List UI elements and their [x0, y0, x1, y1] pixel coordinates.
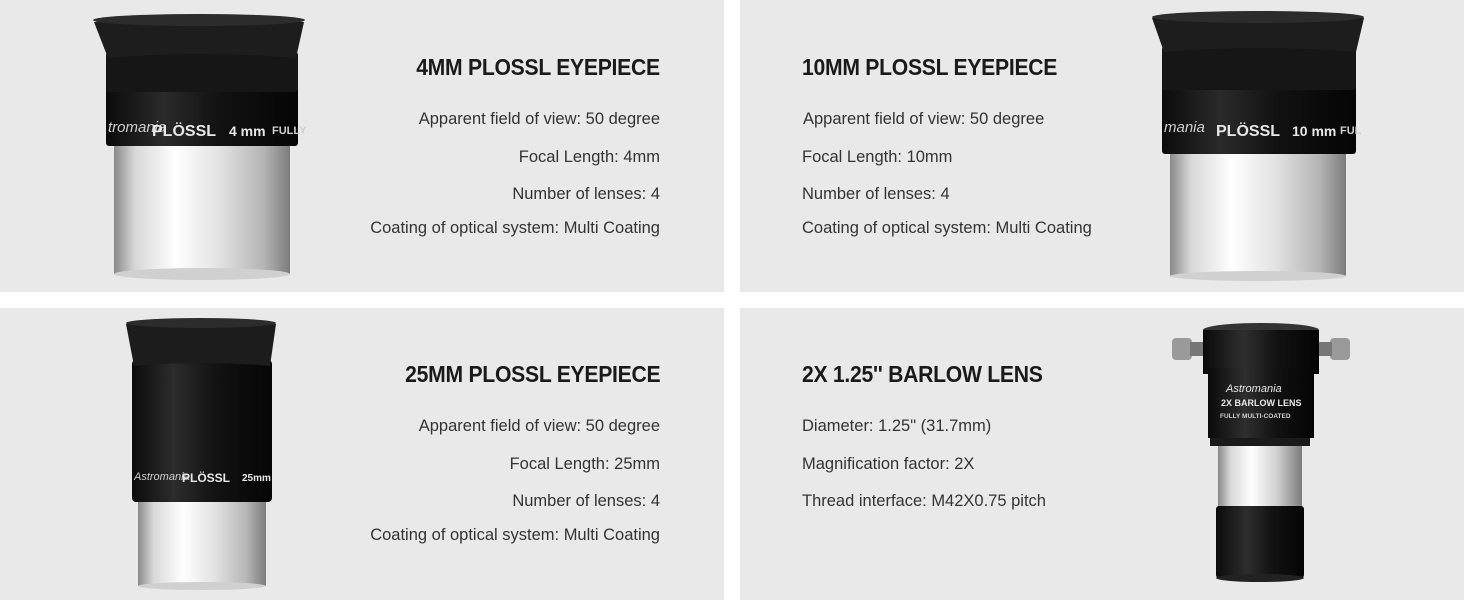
lens-model-label: PLÖSSL [1216, 123, 1281, 140]
spec-field-of-view: Apparent field of view: 50 degree [418, 110, 660, 128]
product-title: 10MM PLOSSL EYEPIECE [802, 54, 1058, 80]
lens-brand-label: tromania [108, 119, 167, 136]
product-title: 25MM PLOSSL EYEPIECE [404, 361, 660, 387]
eyepiece-10mm-image [1150, 0, 1370, 292]
barlow-coating-label: FULLY MULTI-COATED [1220, 413, 1291, 420]
spec-lens-count: Number of lenses: 4 [802, 185, 950, 203]
barlow-brand-label: Astromania [1226, 383, 1282, 395]
spec-coating: Coating of optical system: Multi Coating [370, 219, 660, 237]
product-panel-10mm [740, 0, 1464, 292]
product-panel-25mm [0, 308, 724, 600]
spec-diameter: Diameter: 1.25" (31.7mm) [802, 417, 992, 435]
spec-lens-count: Number of lenses: 4 [512, 492, 660, 510]
lens-brand-label: Astromania [134, 471, 190, 483]
lens-extra-label: FUL [1340, 125, 1362, 137]
spec-magnification: Magnification factor: 2X [802, 455, 975, 473]
lens-brand-label: mania [1164, 119, 1205, 136]
spec-focal-length: Focal Length: 10mm [802, 148, 953, 166]
lens-focal-label: 4 mm [229, 123, 266, 139]
spec-coating: Coating of optical system: Multi Coating [802, 219, 1092, 237]
eyepiece-4mm-image [92, 0, 312, 292]
lens-focal-label: 10 mm [1292, 123, 1337, 139]
spec-focal-length: Focal Length: 25mm [509, 455, 660, 473]
lens-extra-label: FULLY [272, 125, 307, 137]
spec-coating: Coating of optical system: Multi Coating [370, 526, 660, 544]
product-title: 2X 1.25'' BARLOW LENS [802, 361, 1043, 387]
lens-model-label: PLÖSSL [182, 471, 231, 485]
lens-model-label: PLÖSSL [152, 123, 217, 140]
eyepiece-25mm-image [122, 308, 282, 600]
lens-focal-label: 25mm [242, 473, 271, 484]
product-panel-barlow [740, 308, 1464, 600]
product-panel-4mm [0, 0, 724, 292]
barlow-model-label: 2X BARLOW LENS [1221, 398, 1302, 408]
barlow-lens-image [1166, 308, 1366, 600]
spec-focal-length: Focal Length: 4mm [518, 148, 660, 166]
spec-field-of-view: Apparent field of view: 50 degree [803, 110, 1045, 128]
spec-lens-count: Number of lenses: 4 [512, 185, 660, 203]
product-title: 4MM PLOSSL EYEPIECE [416, 54, 660, 80]
spec-thread: Thread interface: M42X0.75 pitch [802, 492, 1046, 510]
spec-field-of-view: Apparent field of view: 50 degree [418, 417, 660, 435]
